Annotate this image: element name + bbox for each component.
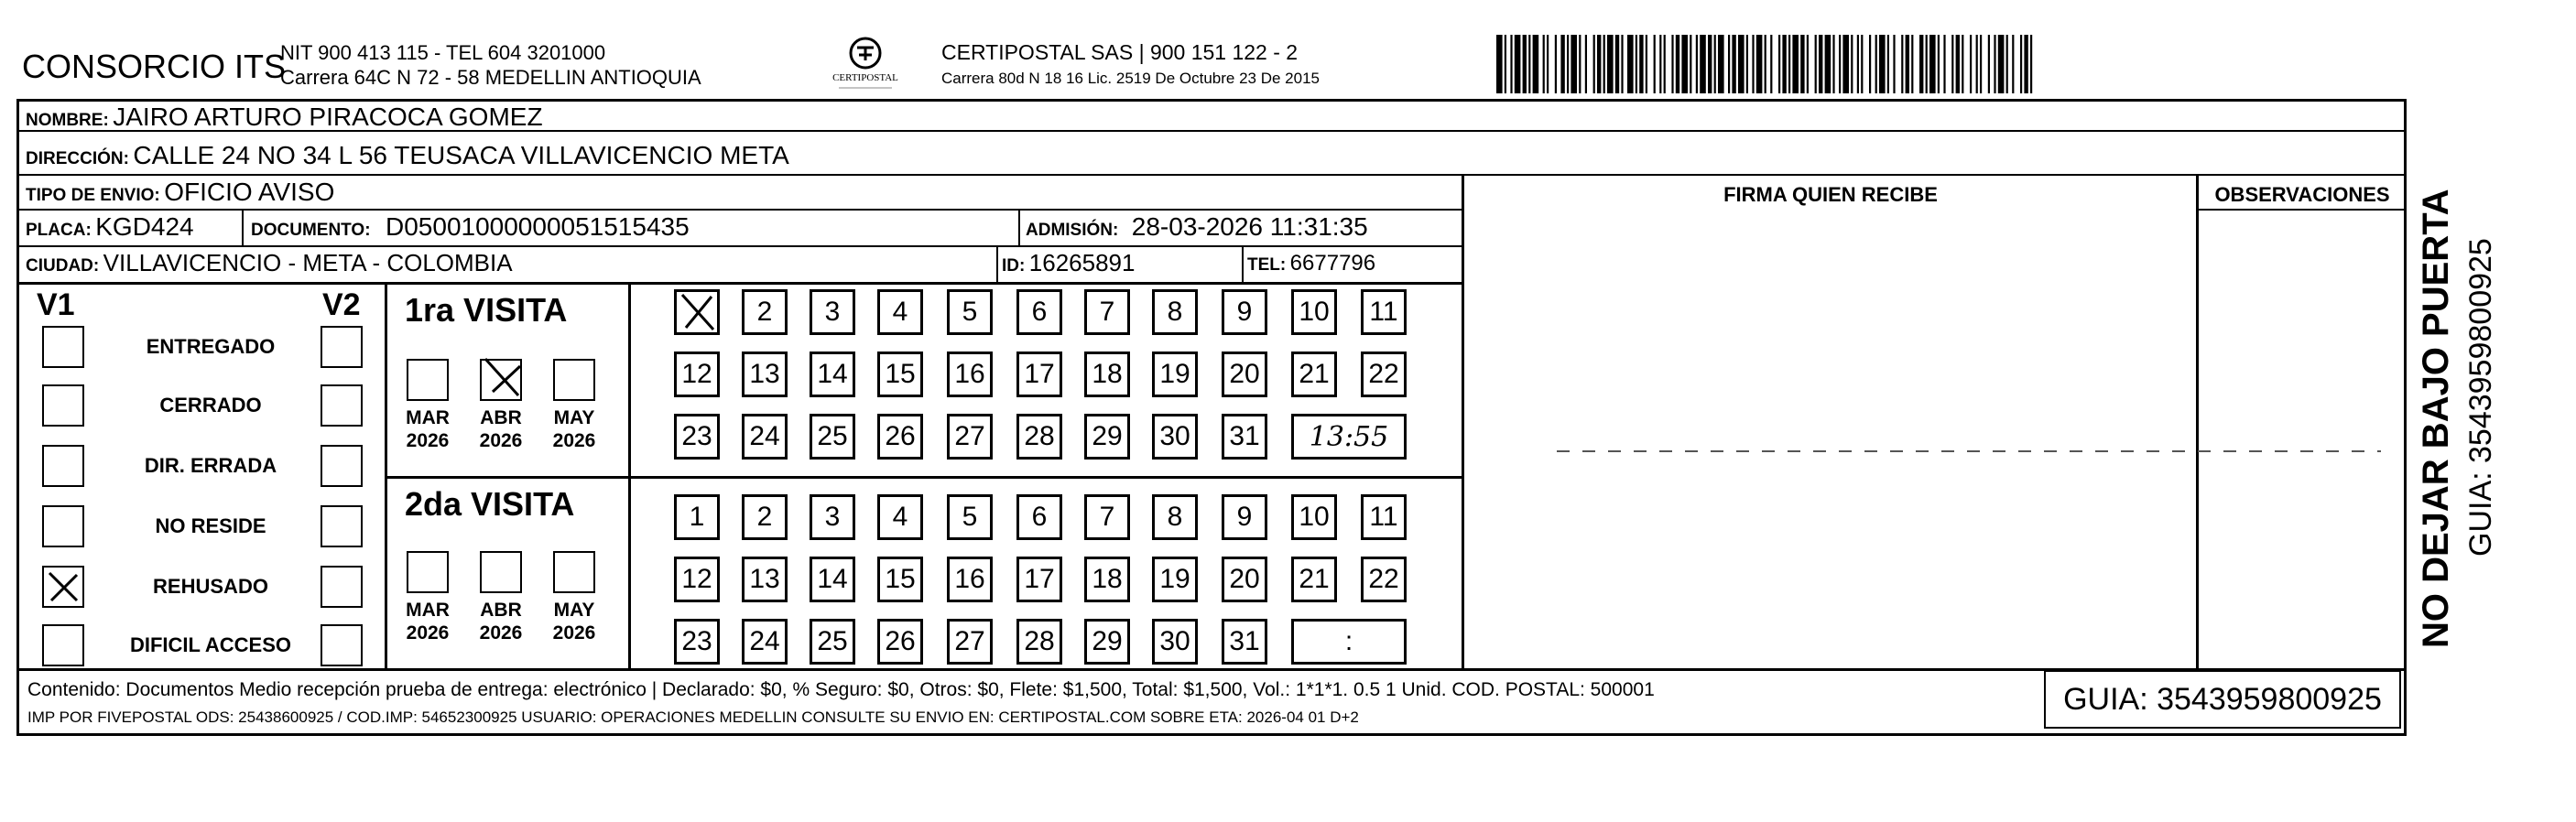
barcode-bar [1970, 35, 1972, 93]
visit2-day-box[interactable]: 11 [1361, 494, 1407, 540]
barcode-bar [1825, 35, 1831, 93]
barcode-bar [1851, 35, 1853, 93]
v1-checkbox[interactable] [42, 566, 84, 608]
visit1-day-box[interactable]: 4 [877, 289, 923, 335]
visit1-day-box[interactable]: 20 [1222, 352, 1267, 397]
barcode-bar [1994, 35, 1995, 93]
admision-label: ADMISIÓN: [1026, 221, 1119, 240]
barcode-bar [1523, 35, 1527, 93]
barcode-bar [1832, 35, 1834, 93]
visit2-day-box[interactable]: 20 [1222, 557, 1267, 602]
barcode-bar [1700, 35, 1706, 93]
visit2-day-box[interactable]: 14 [810, 557, 855, 602]
company-info [280, 40, 701, 90]
barcode-bar [1597, 35, 1601, 93]
footer-guia: GUIA: 3543959800925 [2044, 670, 2401, 729]
visit1-day-box[interactable]: 17 [1016, 352, 1062, 397]
visit1-day-box[interactable] [674, 289, 720, 335]
barcode-bar [1690, 35, 1691, 93]
month-year: 2026 [479, 430, 523, 451]
logo-text: CERTIPOSTAL [832, 72, 898, 83]
visit2-day-box[interactable]: 3 [810, 494, 855, 540]
status-option-label: CERRADO [159, 394, 262, 416]
barcode-bar [1543, 35, 1545, 93]
visit1-day-box[interactable]: 12 [674, 352, 720, 397]
barcode-bar [1636, 35, 1637, 93]
visit1-day-box[interactable]: 28 [1016, 414, 1062, 460]
visit1-day-box[interactable]: 15 [877, 352, 923, 397]
barcode-bar [1943, 35, 1945, 93]
visit2-day-box[interactable]: 31 [1222, 619, 1267, 665]
v1-checkbox[interactable] [42, 624, 84, 666]
barcode-bar [1976, 35, 1978, 93]
visit2-day-box[interactable]: 9 [1222, 494, 1267, 540]
nombre-field [26, 103, 543, 132]
visit2-day-box[interactable]: 22 [1361, 557, 1407, 602]
visit2-day-box[interactable]: 19 [1152, 557, 1198, 602]
visit1-day-box[interactable]: 6 [1016, 289, 1062, 335]
visit2-day-box[interactable]: 24 [742, 619, 788, 665]
visit2-day-box[interactable]: 25 [810, 619, 855, 665]
placa-value: KGD424 [95, 212, 194, 241]
barcode-bar [1929, 35, 1936, 93]
visit1-day-box[interactable]: 24 [742, 414, 788, 460]
barcode-bar [1951, 35, 1953, 93]
footer-imp: IMP POR FIVEPOSTAL ODS: 25438600925 / COD.IMP: 54652300925 USUARIO: OPERACIONES MEDELLIN CONSULTE SU ENVIO EN: CERTIPOSTAL.COM SOBRE ETA: 2026-04 01 D+2 [27, 708, 1359, 726]
visit2-month-label [469, 599, 533, 644]
visit1-month-label [542, 406, 606, 452]
v2-checkbox[interactable] [321, 566, 363, 608]
visit1-day-box[interactable]: 23 [674, 414, 720, 460]
nit-line: NIT 900 413 115 - TEL 604 3201000 [280, 41, 606, 64]
month-name: ABR [480, 407, 522, 428]
fold-line [1557, 450, 2381, 452]
visit1-day-box[interactable]: 7 [1084, 289, 1130, 335]
barcode-bar [1515, 35, 1521, 93]
visit2-month-label [542, 599, 606, 644]
barcode-bar [1906, 35, 1909, 93]
barcode-bar [1980, 35, 1982, 93]
visit2-day-box[interactable]: 17 [1016, 557, 1062, 602]
status-option-label: DIFICIL ACCESO [129, 633, 291, 656]
barcode-bar [1782, 35, 1786, 93]
visit1-month-checkbox[interactable] [553, 359, 595, 401]
barcode-bar [1681, 35, 1688, 93]
visit2-day-box[interactable]: 16 [947, 557, 993, 602]
visit2-month-checkbox[interactable] [553, 551, 595, 593]
footer-contenido: Contenido: Documentos Medio recepción prueba de entrega: electrónico | Declarado: $0, % Seguro: $0, Otros: $0, Flete: $1,500, Total: $1,500, Vol.: 1*1*1. 0.5 1 Unid. COD. POSTAL: 500001 [27, 679, 1655, 700]
barcode-bar [1555, 35, 1557, 93]
month-year: 2026 [406, 622, 450, 644]
visit1-day-box[interactable]: 18 [1084, 352, 1130, 397]
barcode-bar [1676, 35, 1679, 93]
visit1-month-label [469, 406, 533, 452]
visit2-day-box[interactable]: 26 [877, 619, 923, 665]
barcode-bar [1496, 35, 1503, 93]
barcode-bar [1926, 35, 1928, 93]
barcode-bar [1579, 35, 1581, 93]
barcode-bar [1627, 35, 1634, 93]
ciudad-value: VILLAVICENCIO - META - COLOMBIA [103, 249, 513, 276]
visit2-day-box[interactable]: 15 [877, 557, 923, 602]
status-option-label: NO RESIDE [155, 514, 266, 537]
visit2-month-label [396, 599, 460, 644]
tel-label: TEL: [1247, 255, 1287, 275]
v2-checkbox[interactable] [321, 326, 363, 368]
month-year: 2026 [552, 430, 596, 451]
visit1-day-box[interactable]: 22 [1361, 352, 1407, 397]
month-name: MAR [406, 407, 450, 428]
barcode-bar [1765, 35, 1766, 93]
visit2-day-box[interactable]: 27 [947, 619, 993, 665]
tipo-field [26, 178, 334, 207]
barcode-bar [1528, 35, 1530, 93]
v1-checkbox[interactable] [42, 505, 84, 547]
barcode-bar [1956, 35, 1960, 93]
visit1-day-box[interactable]: 9 [1222, 289, 1267, 335]
barcode-bar [1696, 35, 1698, 93]
month-name: MAY [553, 600, 595, 621]
barcode-bar [1738, 35, 1745, 93]
visit2-time-box[interactable]: : [1291, 619, 1407, 665]
v2-header: V2 [322, 287, 361, 322]
direccion-label: DIRECCIÓN: [26, 149, 129, 168]
barcode-bar [1714, 35, 1716, 93]
visit2-month-checkbox[interactable] [407, 551, 449, 593]
barcode-bar [1938, 35, 1940, 93]
month-name: MAR [406, 600, 450, 621]
visit1-day-box[interactable]: 19 [1152, 352, 1198, 397]
barcode-bar [1646, 35, 1647, 93]
visit2-day-box[interactable]: 28 [1016, 619, 1062, 665]
barcode-bar [2012, 35, 2014, 93]
visit1-day-box[interactable]: 2 [742, 289, 788, 335]
barcode-bar [1547, 35, 1549, 93]
nombre-value: JAIRO ARTURO PIRACOCA GOMEZ [113, 103, 543, 131]
visit1-month-checkbox[interactable] [480, 359, 522, 401]
v1-checkbox[interactable] [42, 445, 84, 487]
barcode-bar [1800, 35, 1804, 93]
barcode-bar [1708, 35, 1712, 93]
tel-value: 6677796 [1289, 251, 1376, 276]
barcode-bar [1901, 35, 1903, 93]
visit2-day-box[interactable]: 6 [1016, 494, 1062, 540]
no-dejar-bajo-puerta: NO DEJAR BAJO PUERTA [2416, 189, 2456, 648]
observaciones-header: OBSERVACIONES [2214, 183, 2390, 206]
documento-value: D05001000000051515435 [386, 212, 690, 241]
visit1-day-box[interactable]: 27 [947, 414, 993, 460]
barcode-bar [1615, 35, 1619, 93]
visit2-day-box[interactable]: 29 [1084, 619, 1130, 665]
barcode-bar [1998, 35, 2005, 93]
visit2-day-box[interactable]: 10 [1291, 494, 1337, 540]
barcode-bar [2030, 35, 2032, 93]
barcode-bar [1603, 35, 1605, 93]
status-option-label: ENTREGADO [146, 335, 276, 358]
barcode-bar [1887, 35, 1889, 93]
barcode-bar [1861, 35, 1863, 93]
visit2-day-box[interactable]: 7 [1084, 494, 1130, 540]
visit2-day-box[interactable]: 5 [947, 494, 993, 540]
barcode-bar [1756, 35, 1763, 93]
barcode-bar [1788, 35, 1790, 93]
company-name: CONSORCIO ITS [22, 48, 287, 85]
visit1-month-label [396, 406, 460, 452]
placa-label: PLACA: [26, 221, 92, 240]
company-address: Carrera 64C N 72 - 58 MEDELLIN ANTIOQUIA [280, 66, 701, 89]
visit1-day-box[interactable]: 31 [1222, 414, 1267, 460]
barcode [1496, 35, 2192, 93]
visit2-day-box[interactable]: 1 [674, 494, 720, 540]
barcode-bar [1510, 35, 1512, 93]
barcode-bar [1869, 35, 1871, 93]
barcode-bar [1879, 35, 1886, 93]
firma-header: FIRMA QUIEN RECIBE [1723, 183, 1938, 206]
visit2-day-box[interactable]: 8 [1152, 494, 1198, 540]
ciudad-label: CIUDAD: [26, 256, 100, 276]
visit1-day-box[interactable]: 3 [810, 289, 855, 335]
month-year: 2026 [479, 622, 523, 644]
visit2-day-box[interactable]: 21 [1291, 557, 1337, 602]
direccion-field [26, 141, 789, 170]
status-option-label: REHUSADO [153, 575, 268, 598]
barcode-bar [1919, 35, 1923, 93]
month-year: 2026 [552, 622, 596, 644]
barcode-bar [1752, 35, 1754, 93]
month-name: MAY [553, 407, 595, 428]
barcode-bar [2006, 35, 2008, 93]
barcode-bar [2020, 35, 2022, 93]
barcode-bar [1792, 35, 1799, 93]
placa-field [26, 212, 194, 242]
id-value: 16265891 [1028, 249, 1136, 276]
id-label: ID: [1002, 256, 1026, 276]
barcode-bar [1815, 35, 1817, 93]
barcode-bar [1664, 35, 1666, 93]
admision-field [1026, 212, 1368, 242]
certipostal-address: Carrera 80d N 18 16 Lic. 2519 De Octubre 23 De 2015 [941, 70, 1320, 87]
barcode-bar [1988, 35, 1990, 93]
side-guia: GUIA: 3543959800925 [2463, 238, 2498, 557]
tel-field [1247, 251, 1375, 276]
v2-checkbox[interactable] [321, 624, 363, 666]
visit1-day-box[interactable]: 16 [947, 352, 993, 397]
barcode-bar [1505, 35, 1506, 93]
id-field [1002, 249, 1135, 277]
visit2-day-box[interactable]: 2 [742, 494, 788, 540]
barcode-bar [1585, 35, 1587, 93]
visit1-day-box[interactable]: 11 [1361, 289, 1407, 335]
ciudad-field [26, 249, 513, 277]
barcode-bar [1659, 35, 1661, 93]
barcode-bar [1671, 35, 1673, 93]
barcode-bar [1778, 35, 1780, 93]
visit1-day-box[interactable]: 13 [742, 352, 788, 397]
barcode-bar [1770, 35, 1772, 93]
barcode-bar [1571, 35, 1577, 93]
nombre-label: NOMBRE: [26, 111, 109, 130]
visit1-day-box[interactable]: 29 [1084, 414, 1130, 460]
month-year: 2026 [406, 430, 450, 451]
visit2-day-box[interactable]: 30 [1152, 619, 1198, 665]
documento-field [251, 212, 690, 242]
visit1-day-box[interactable]: 21 [1291, 352, 1337, 397]
barcode-bar [1654, 35, 1656, 93]
barcode-bar [1819, 35, 1822, 93]
barcode-bar [2024, 35, 2027, 93]
barcode-bar [1560, 35, 1564, 93]
visit1-day-box[interactable]: 8 [1152, 289, 1198, 335]
direccion-value: CALLE 24 NO 34 L 56 TEUSACA VILLAVICENCIO META [133, 141, 789, 169]
barcode-bar [1533, 35, 1539, 93]
barcode-bar [1728, 35, 1730, 93]
visit1-time-box[interactable]: 13:55 [1291, 414, 1407, 460]
barcode-bar [1807, 35, 1809, 93]
month-name: ABR [480, 600, 522, 621]
documento-label: DOCUMENTO: [251, 221, 371, 240]
visit2-title: 2da VISITA [405, 485, 575, 523]
v2-checkbox[interactable] [321, 445, 363, 487]
v1-header: V1 [37, 287, 75, 322]
barcode-bar [1621, 35, 1623, 93]
visit2-day-box[interactable]: 4 [877, 494, 923, 540]
visit2-day-box[interactable]: 18 [1084, 557, 1130, 602]
barcode-bar [1567, 35, 1569, 93]
status-option-label: DIR. ERRADA [144, 454, 277, 477]
admision-value: 28-03-2026 11:31:35 [1131, 212, 1368, 241]
barcode-bar [1593, 35, 1595, 93]
certipostal-line: CERTIPOSTAL SAS | 900 151 122 - 2 [941, 40, 1299, 64]
visit1-day-box[interactable]: 25 [810, 414, 855, 460]
tipo-value: OFICIO AVISO [164, 178, 335, 206]
barcode-bar [1893, 35, 1895, 93]
barcode-bar [1962, 35, 1963, 93]
visit1-title: 1ra VISITA [405, 291, 568, 329]
barcode-bar [1875, 35, 1877, 93]
barcode-bar [1718, 35, 1724, 93]
visit1-day-box[interactable]: 5 [947, 289, 993, 335]
visit1-day-box[interactable]: 10 [1291, 289, 1337, 335]
v1-checkbox[interactable] [42, 326, 84, 368]
visit2-day-box[interactable]: 23 [674, 619, 720, 665]
v2-checkbox[interactable] [321, 384, 363, 427]
visit2-month-checkbox[interactable] [480, 551, 522, 593]
barcode-bar [1857, 35, 1859, 93]
barcode-bar [1911, 35, 1913, 93]
certipostal-logo [811, 35, 919, 95]
visit1-month-checkbox[interactable] [407, 359, 449, 401]
visit2-day-box[interactable]: 12 [674, 557, 720, 602]
barcode-bar [1839, 35, 1841, 93]
barcode-bar [1732, 35, 1735, 93]
barcode-bar [1746, 35, 1748, 93]
visit1-day-box[interactable]: 30 [1152, 414, 1198, 460]
v1-checkbox[interactable] [42, 384, 84, 427]
tipo-label: TIPO DE ENVIO: [26, 186, 160, 205]
v2-checkbox[interactable] [321, 505, 363, 547]
visit1-day-box[interactable]: 14 [810, 352, 855, 397]
visit2-day-box[interactable]: 13 [742, 557, 788, 602]
visit1-day-box[interactable]: 26 [877, 414, 923, 460]
barcode-bar [1607, 35, 1614, 93]
barcode-bar [1842, 35, 1849, 93]
barcode-bar [1639, 35, 1643, 93]
